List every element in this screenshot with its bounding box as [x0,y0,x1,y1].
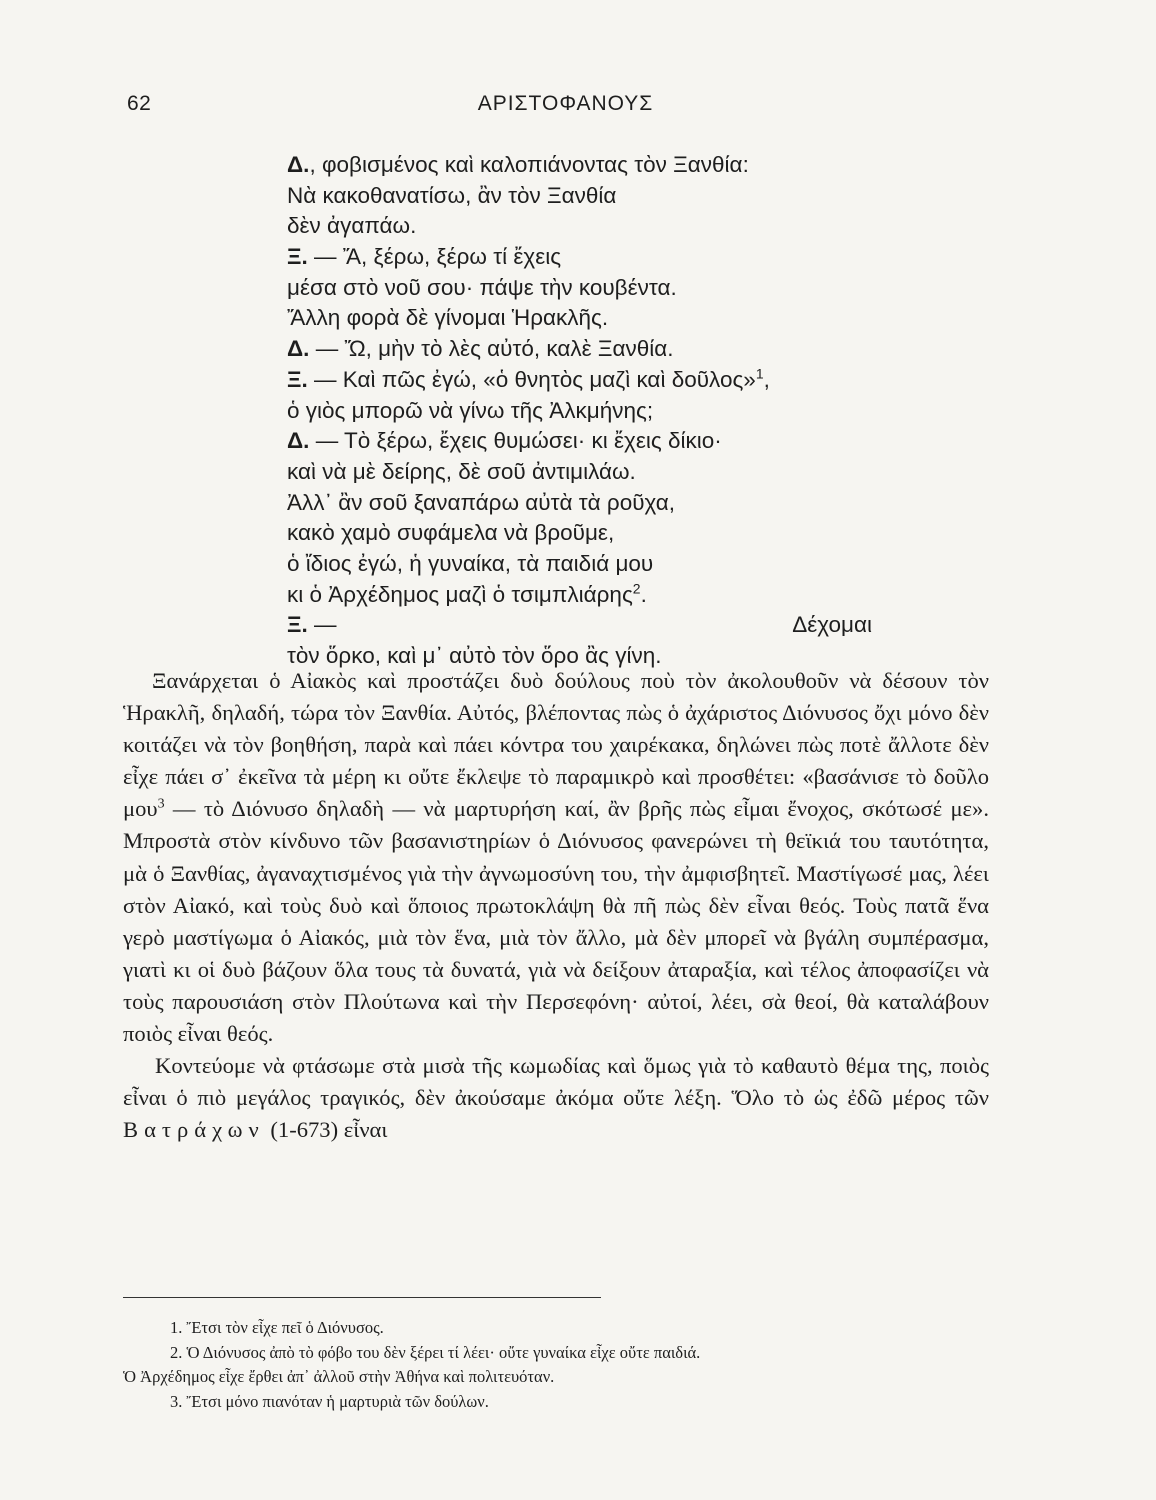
play-title: Βατράχων [123,1117,265,1143]
footnote-ref: 2 [632,580,641,597]
paragraph-text: — τὸ Διόνυσο δηλαδὴ — νὰ μαρτυρήση καί, ἂν βρῆς πὼς εἶμαι ἔνοχος, σκότωσέ με». Μπροστὰ στὸν κίνδυνο τῶν βασανιστηρίων ὁ Διόνυσος φανερώνει τὴ θεϊκιά του ταυτότητα, μὰ ὁ Ξανθίας, ἀγαναχτισμένος γιὰ τὴν ἀγνωμοσύνη του, τὴν ἀμφισβητεῖ. Μαστίγωσέ μας, λέει στὸν Αἰακό, καὶ τοὺς δυὸ καὶ ὅποιος πρωτοκλάψη θὰ πῆ πὼς δὲν εἶναι θεός. Τοὺς πατᾶ ἕνα γερὸ μαστίγωμα ὁ Αἰακός, μιὰ τὸν ἕνα, μιὰ τὸν ἄλλο, μὰ δὲν μπορεῖ νὰ βγάλη συμπέρασμα, γιατὶ κι οἱ δυὸ βάζουν ὅλα τους τὰ δυνατά, γιὰ νὰ δείξουν ἀταραξία, καὶ τέλος ἀποφασίζει νὰ τοὺς παρουσιάση στὸν Πλούτωνα καὶ τὴν Περσεφόνη· αὐτοί, λέει, σὰ θεοί, θὰ καταλάβουν ποιὸς εἶναι θεός. [123,796,989,1047]
footnote-ref: 3 [157,796,165,812]
verse-text-end: , [763,366,770,392]
speaker-label: Δ. [287,152,310,177]
commentary-text [123,665,989,1146]
verse-text: — Καὶ πῶς ἐγώ, «ὁ θνητὸς μαζὶ καὶ δοῦλος» [307,366,756,392]
verse-line: τὸν ὅρκο, καὶ μ᾽ αὐτὸ τὸν ὅρο ἂς γίνη. [287,643,662,668]
verse-line [287,426,872,457]
verse-passage [287,150,872,672]
verse-line [287,150,872,181]
footnotes [123,1316,989,1414]
verse-line: ὁ ἴδιος ἐγώ, ἡ γυναίκα, τὰ παιδιά μου [287,550,654,576]
verse-text: — Ἄ, ξέρω, ξέρω τί ἔχεις [307,244,562,270]
verse-line: ὁ γιὸς μπορῶ νὰ γίνω τῆς Ἀλκμήνης; [287,397,654,423]
verse-text: — [307,612,337,638]
verse-text-right: Δέχομαι [792,612,872,638]
footnote: 1. Ἔτσι τὸν εἶχε πεῖ ὁ Διόνυσος. [170,1318,384,1337]
footnote-continuation: Ὁ Ἀρχέδημος εἶχε ἔρθει ἀπ᾽ ἀλλοῦ στὴν Ἀθήνα καὶ πολιτευόταν. [123,1367,555,1386]
paragraph [123,1050,989,1146]
verse-line: δὲν ἀγαπάω. [287,213,417,239]
paragraph-text: Ξανάρχεται ὁ Αἰακὸς καὶ προστάζει δυὸ δούλους ποὺ τὸν ἀκολουθοῦν νὰ δέσουν τὸν Ἡρακλῆ, δηλαδή, τώρα τὸν Ξανθία. Αὐτός, βλέποντας πὼς ὁ ἀχάριστος Διόνυσος ὄχι μόνο δὲν κοιτάζει νὰ τὸν βοηθήση, παρὰ καὶ πάει κόντρα του χαιρέκακα, δηλώνει πὼς ποτὲ ἄλλοτε δὲν εἶχε πάει σ᾽ ἐκεῖνα τὰ μέρη κι οὔτε ἔκλεψε τὸ παραμικρὸ καὶ προσθέτει: «βασάνισε τὸ δοῦλο μου [123,668,989,822]
footnote: 2. Ὁ Διόνυσος ἀπὸ τὸ φόβο του δὲν ξέρει τί λέει· οὔτε γυναίκα εἶχε οὔτε παιδιά. [170,1342,701,1362]
speaker-label: Ξ. [287,366,308,392]
paragraph-text: (1-673) εἶναι [264,1117,388,1143]
verse-text-end: . [640,581,647,607]
speaker-label: Δ. [287,428,310,454]
paragraph-text: Κοντεύομε νὰ φτάσωμε στὰ μισὰ τῆς κωμωδίας καὶ ὅμως γιὰ τὸ καθαυτὸ θέμα της, ποιὸς εἶναι ὁ πιὸ μεγάλος τραγικός, δὲν ἀκούσαμε ἀκόμα οὔτε λέξη. Ὅλο τὸ ὡς ἐδῶ μέρος τῶν [123,1053,989,1111]
verse-line: καὶ νὰ μὲ δείρης, δὲ σοῦ ἀντιμιλάω. [287,458,636,484]
paragraph [123,665,989,1050]
verse-line: Ἄλλη φορὰ δὲ γίνομαι Ἡρακλῆς. [287,305,609,331]
verse-line [287,365,872,396]
footnote: 3. Ἔτσι μόνο πιανόταν ἡ μαρτυριὰ τῶν δούλων. [170,1391,489,1411]
speaker-label: Ξ. [287,244,308,270]
verse-text: — Ὤ, μὴν τὸ λὲς αὐτό, καλὲ Ξανθία. [309,336,674,362]
verse-text: , φοβισμένος καὶ καλοπιάνοντας τὸν Ξανθία: [309,152,749,177]
running-title: ΑΡΙΣΤΟΦΑΝΟΥΣ [477,92,654,115]
verse-line: Νὰ κακοθανατίσω, ἂν τὸν Ξανθία [287,182,617,208]
verse-text: κι ὁ Ἀρχέδημος μαζὶ ὁ τσιμπλιάρης [287,581,633,607]
verse-line: κακὸ χαμὸ συφάμελα νὰ βροῦμε, [287,520,615,546]
page-header [127,92,1004,122]
footnote-ref: 1 [755,365,764,382]
footnote-divider [123,1297,601,1298]
speaker-label: Δ. [287,336,310,362]
page-number: 62 [127,92,152,115]
verse-text: — Τὸ ξέρω, ἔχεις θυμώσει· κι ἔχεις δίκιο· [309,428,722,454]
verse-line [287,242,872,273]
verse-line: Ἀλλ᾽ ἂν σοῦ ξαναπάρω αὐτὰ τὰ ροῦχα, [287,489,675,515]
verse-line: μέσα στὸ νοῦ σου· πάψε τὴν κουβέντα. [287,274,677,300]
verse-line [287,610,872,641]
verse-line [287,334,872,365]
verse-line [287,580,872,611]
speaker-label: Ξ. [287,612,308,638]
